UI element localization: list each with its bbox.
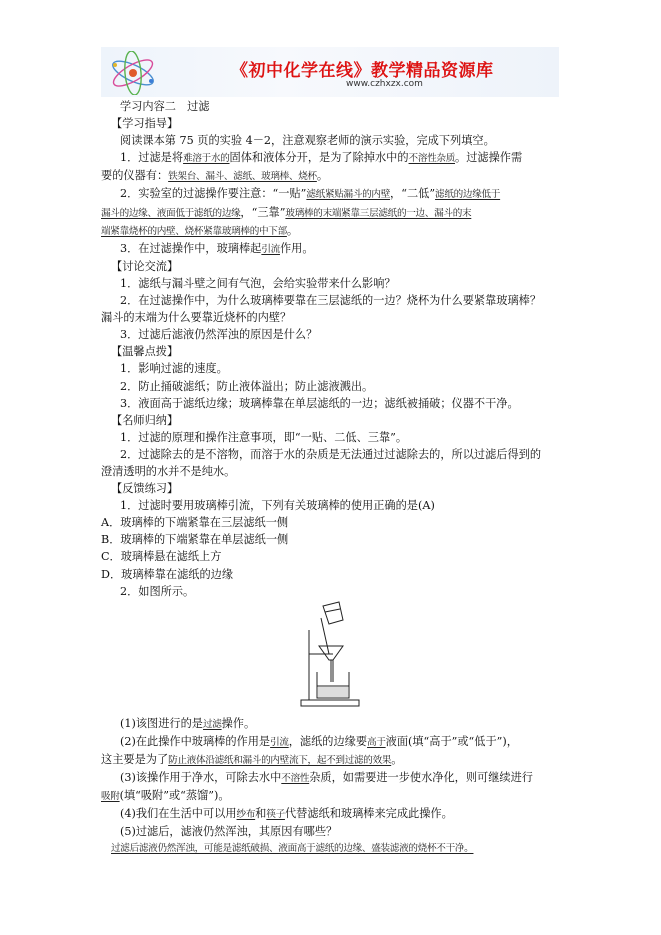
- discussion-q2: 2．在过滤操作中，为什么玻璃棒要靠在三层滤纸的一边？烧杯为什么要紧靠玻璃棒？: [120, 294, 542, 308]
- tip-a2: 2．防止捅破滤纸；防止液体溢出；防止滤液溅出。: [120, 379, 374, 393]
- discussion-q2-cont: 漏斗的末端为什么要靠近烧杯的内壁？: [101, 311, 292, 325]
- filtration-apparatus-icon: [295, 600, 367, 712]
- tag-study-guide: 【学习指导】: [111, 117, 179, 131]
- tag-discussion: 【讨论交流】: [111, 259, 179, 273]
- summary-a1: 1．过滤的原理和操作注意事项，即“一贴、二低、三靠”。: [120, 430, 408, 444]
- practice-q2: 2．如图所示。: [120, 584, 195, 598]
- part-2-cont: 这主要是为了防止液体沿滤纸和漏斗的内壁流下，起不到过滤的效果。: [101, 752, 403, 766]
- part-4: (4)我们在生活中可以用纱布和筷子代替滤纸和玻璃棒来完成此操作。: [120, 807, 453, 821]
- summary-a2-cont: 澄清透明的水并不是纯水。: [101, 464, 236, 478]
- option-d: D．玻璃棒靠在滤纸的边缘: [101, 567, 234, 581]
- filtration-figure: [101, 600, 567, 715]
- tag-practice: 【反馈练习】: [111, 482, 179, 496]
- discussion-q3: 3．过滤后滤液仍然浑浊的原因是什么？: [120, 328, 318, 342]
- tag-summary: 【名师归纳】: [111, 413, 179, 427]
- tip-a3: 3．液面高于滤纸边缘；玻璃棒靠在单层滤纸的一边；滤纸被捅破；仪器不干净。: [120, 396, 519, 410]
- guide-q3: 3．在过滤操作中，玻璃棒起引流作用。: [120, 241, 314, 255]
- study-intro: 阅读课本第 75 页的实验 4－2，注意观察老师的演示实验，完成下列填空。: [120, 134, 495, 148]
- part-3: (3)该操作用于净水，可除去水中不溶性杂质，如需要进一步使水净化，则可继续进行: [120, 771, 533, 784]
- guide-q1-cont: 要的仪器有：铁架台、漏斗、滤纸、玻璃棒、烧杯。: [101, 169, 329, 183]
- section-heading: 学习内容二 过滤: [120, 100, 210, 113]
- option-b: B．玻璃棒的下端紧靠在单层滤纸一侧: [101, 533, 289, 547]
- banner-url: www.czhxzx.com: [346, 79, 423, 89]
- guide-q2: 2．实验室的过滤操作要注意：“一贴”滤纸紧贴漏斗的内壁，“二低”滤纸的边缘低于: [120, 187, 501, 201]
- practice-q1: 1．过滤时要用玻璃棒引流，下列有关玻璃棒的使用正确的是(A): [120, 499, 435, 513]
- part-1: (1)该图进行的是过滤操作。: [120, 716, 256, 730]
- banner-title: 《初中化学在线》教学精品资源库: [231, 61, 494, 81]
- header-banner: [101, 47, 559, 97]
- summary-a2: 2．过滤除去的是不溶物，而溶于水的杂质是无法通过过滤除去的，所以过滤后得到的: [120, 447, 542, 461]
- atom-logo-icon: [107, 51, 159, 95]
- guide-q2-cont2: 端紧靠烧杯的内壁、烧杯紧靠玻璃棒的中下部。: [101, 223, 299, 237]
- document-body: [101, 98, 567, 857]
- guide-q1: 1．过滤是将难溶于水的固体和液体分开，是为了除掉水中的不溶性杂质。过滤操作需: [120, 151, 523, 165]
- part-3-cont: 吸附(填“吸附”或“蒸馏”)。: [101, 789, 230, 803]
- part-5-answer: 过滤后滤液仍然浑浊，可能是滤纸破损、液面高于滤纸的边缘、盛装滤液的烧杯不干净。: [111, 843, 474, 855]
- guide-q2-cont1: 漏斗的边缘、液面低于滤纸的边缘，“三靠”玻璃棒的末端紧靠三层滤纸的一边、漏斗的末: [101, 205, 472, 219]
- part-5: (5)过滤后，滤液仍然浑浊，其原因有哪些？: [120, 825, 338, 839]
- discussion-q1: 1．滤纸与漏斗壁之间有气泡，会给实验带来什么影响？: [120, 276, 396, 290]
- part-2: (2)在此操作中玻璃棒的作用是引流，滤纸的边缘要高于液面(填“高于”或“低于”)，: [120, 734, 518, 748]
- tag-tips: 【温馨点拨】: [111, 345, 179, 359]
- tip-a1: 1．影响过滤的速度。: [120, 362, 228, 376]
- option-c: C．玻璃棒悬在滤纸上方: [101, 550, 222, 564]
- option-a: A．玻璃棒的下端紧靠在三层滤纸一侧: [101, 516, 289, 530]
